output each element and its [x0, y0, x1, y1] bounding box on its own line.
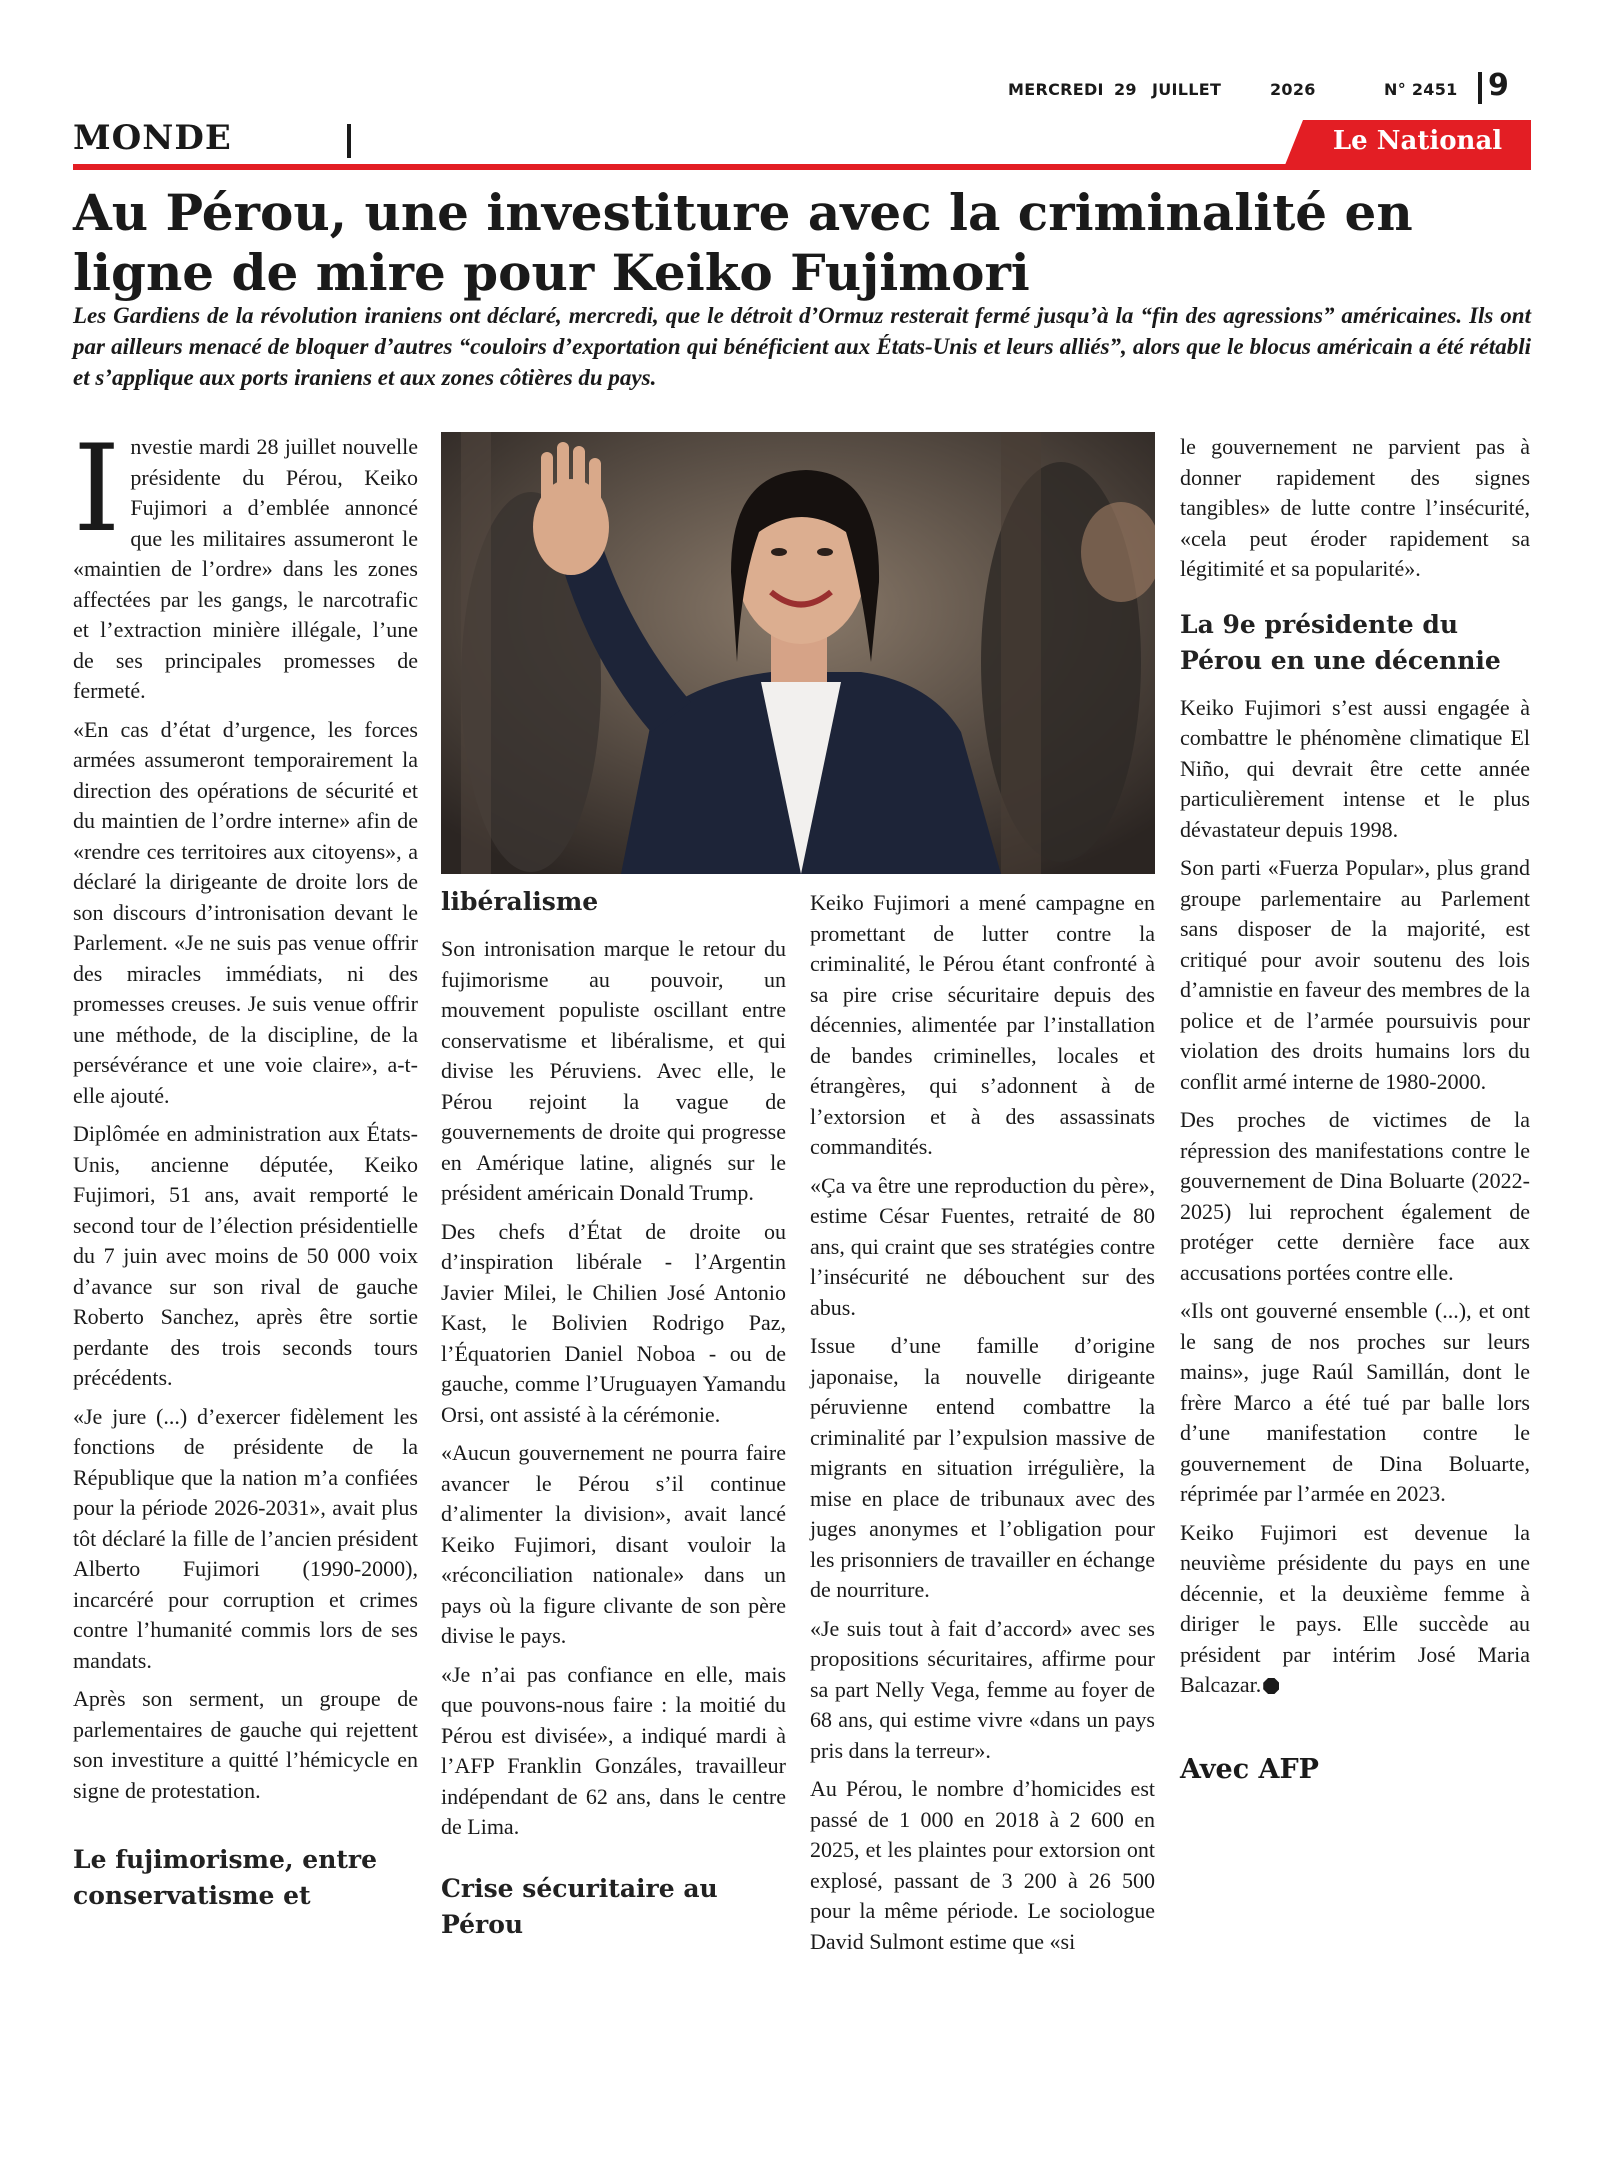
paragraph: «Ils ont gouverné ensemble (...), et ont le sang de nos proches sur leurs mains», juge Raúl Samillán, dont le frère Marco a été tué par balle lors d’une manifestation contre le gouvernement de Dina Boluarte, réprimée par l’armée en 2023.	[1180, 1298, 1530, 1506]
section-title: MONDE	[73, 118, 232, 158]
article-column-3	[810, 888, 1155, 1965]
page-number-divider	[1478, 72, 1482, 104]
photo-illustration	[441, 432, 1155, 874]
paragraph: Au Pérou, le nombre d’homicides est passé de 1 000 en 2018 à 2 600 en 2025, et les plaintes pour extorsion ont explosé, passant de 3 200 à 26 500 pour la même période. Le sociologue David Sulmont estime que «si	[810, 1776, 1155, 1954]
paragraph: Investie mardi 28 juillet nouvelle présidente du Pérou, Keiko Fujimori a d’emblée annoncé que les militaires assumeront le «maintien de l’ordre» dans les zones affectées par les gangs, le narcotrafic et l’extraction minière illégale, l’une de ses principales promesses de fermeté.	[73, 420, 418, 703]
date-year: 2026	[1270, 80, 1316, 99]
paragraph: «Ça va être une reproduction du père», estime César Fuentes, retraité de 80 ans, qui craint que ses stratégies contre l’insécurité ne débouchent sur des abus.	[810, 1172, 1155, 1320]
issue-number: N° 2451	[1384, 80, 1458, 99]
lead-paragraph: Les Gardiens de la révolution iraniens ont déclaré, mercredi, que le détroit d’Ormuz resterait fermé jusqu’à la “fin des agressions” américaines. Ils ont par ailleurs menacé de bloquer d’autres “couloirs d’exportation qui bénéficient aux États-Unis et leurs alliés”, alors que le blocus américain a été rétabli et s’applique aux ports iraniens et aux zones côtières du pays.	[73, 303, 1531, 390]
paragraph: Des chefs d’État de droite ou d’inspiration libérale - l’Argentin Javier Milei, le Chilien José Antonio Kast, le Bolivien Rodrigo Paz, l’Équatorien Daniel Noboa - ou de gauche, comme l’Uruguayen Yamandu Orsi, ont assisté à la cérémonie.	[441, 1218, 786, 1427]
article-photo	[441, 432, 1155, 874]
paragraph: «Aucun gouvernement ne pourra faire avancer le Pérou s’il continue d’alimenter la division», avait lancé Keiko Fujimori, disant vouloir la «réconciliation nationale» dans un pays où la figure clivante de son père divise le pays.	[441, 1440, 786, 1648]
header-rule	[73, 164, 1531, 170]
brand-name: Le National	[1332, 126, 1503, 156]
paragraph: Son intronisation marque le retour du fujimorisme au pouvoir, un mouvement populiste oscillant entre conservatisme et libéralisme, et qui divise les Péruviens. Avec elle, le Pérou rejoint la vague de gouvernements de droite qui progresse en Amérique latine, alignés sur le président américain Donald Trump.	[441, 936, 786, 1205]
section-divider	[347, 124, 351, 158]
article-column-1	[73, 420, 418, 1928]
paragraph: Après son serment, un groupe de parlementaires de gauche qui rejettent son investiture a quitté l’hémicycle en signe de protestation.	[73, 1686, 418, 1803]
page-number: 9	[1488, 68, 1509, 103]
paragraph: Keiko Fujimori a mené campagne en promettant de lutter contre la criminalité, le Pérou étant confronté à sa pire crise sécuritaire depuis des décennies, alimentée par l’installation de bandes criminelles, locales et étrangères, qui s’adonnent à de l’extorsion et à des assassinats commandités.	[810, 890, 1155, 1159]
date-weekday: MERCREDI	[1008, 80, 1104, 99]
paragraph: le gouvernement ne parvient pas à donner rapidement des signes tangibles» de lutte contre l’insécurité, «cela peut éroder rapidement sa légitimité et sa popularité».	[1180, 434, 1530, 581]
subheading: La 9e présidente du Pérou en une décennie	[1180, 609, 1501, 675]
paragraph: «Je n’ai pas confiance en elle, mais que pouvons-nous faire : la moitié du Pérou est divisée», a indiqué mardi à l’AFP Franklin Gonzáles, travailleur indépendant de 62 ans, dans le centre de Lima.	[441, 1661, 786, 1839]
subheading-continuation: libéralisme	[441, 887, 599, 916]
date-day: 29	[1114, 80, 1137, 99]
byline: Avec AFP	[1180, 1753, 1319, 1785]
paragraph: «Je jure (...) d’exercer fidèlement les fonctions de présidente de la République que la nation m’a confiées pour la période 2026-2031», avait plus tôt déclaré la fille de l’ancien président Alberto Fujimori (1990-2000), incarcéré pour corruption et crimes contre l’humanité commis lors de ses mandats.	[73, 1403, 418, 1673]
date-month: JUILLET	[1152, 80, 1222, 99]
paragraph: Keiko Fujimori est devenue la neuvième présidente du pays en une décennie, et la deuxième femme à diriger le pays. Elle succède au président par intérim José Maria Balcazar.	[1180, 1519, 1530, 1697]
paragraph: Des proches de victimes de la répression des manifestations contre le gouvernement de Dina Boluarte (2022-2025) lui reprochent également de protéger cette dernière face aux accusations portées contre elle.	[1180, 1107, 1530, 1285]
paragraph: Issue d’une famille d’origine japonaise, la nouvelle dirigeante péruvienne entend combattre la criminalité par l’expulsion massive de migrants en situation irrégulière, la mise en place de tribunaux avec des juges anonymes et l’obligation pour les prisonniers de travailler en échange de nourriture.	[810, 1333, 1155, 1602]
subheading: Le fujimorisme, entre conservatisme et	[73, 1845, 378, 1910]
drop-cap: I	[73, 420, 121, 559]
paragraph: «Je suis tout à fait d’accord» avec ses propositions sécuritaires, affirme pour sa part Nelly Vega, femme au foyer de 68 ans, qui estime vivre «dans un pays pris dans la terreur».	[810, 1615, 1155, 1763]
article-column-4	[1180, 432, 1530, 1785]
paragraph: Son parti «Fuerza Popular», plus grand groupe parlementaire au Parlement sans disposer de la majorité, est critiqué pour avoir soutenu des lois d’amnistie en faveur des membres de la police et de l’armée poursuivis pour violation des droits humains lors du conflit armé interne de 1980-2000.	[1180, 855, 1530, 1094]
paragraph: Diplômée en administration aux États-Unis, ancienne députée, Keiko Fujimori, 51 ans, avait remporté le second tour de l’élection présidentielle du 7 juin avec moins de 50 000 voix d’avance sur son rival de gauche Roberto Sanchez, après être sortie perdante des trois seconds tours précédents.	[73, 1121, 418, 1390]
article-column-2	[441, 884, 786, 1957]
end-mark-icon	[1263, 1678, 1279, 1694]
paragraph: Keiko Fujimori s’est aussi engagée à combattre le phénomène climatique El Niño, qui devrait être cette année particulièrement intense et le plus dévastateur depuis 1998.	[1180, 694, 1530, 842]
subheading: Crise sécuritaire au Pérou	[441, 1873, 718, 1939]
paragraph: «En cas d’état d’urgence, les forces armées assumeront temporairement la direction des opérations de sécurité et du maintien de l’ordre interne» afin de «rendre ces territoires aux citoyens», a déclaré la dirigeante de droite lors de son discours d’intronisation devant le Parlement. «Je ne suis pas venue offrir des miracles immédiats, ni des promesses creuses. Je suis venue offrir une méthode, de la discipline, de la persévérance et une voie claire», a-t-elle ajouté.	[73, 716, 418, 1108]
headline: Au Pérou, une investiture avec la criminalité en ligne de mire pour Keiko Fujimori	[73, 183, 1413, 302]
